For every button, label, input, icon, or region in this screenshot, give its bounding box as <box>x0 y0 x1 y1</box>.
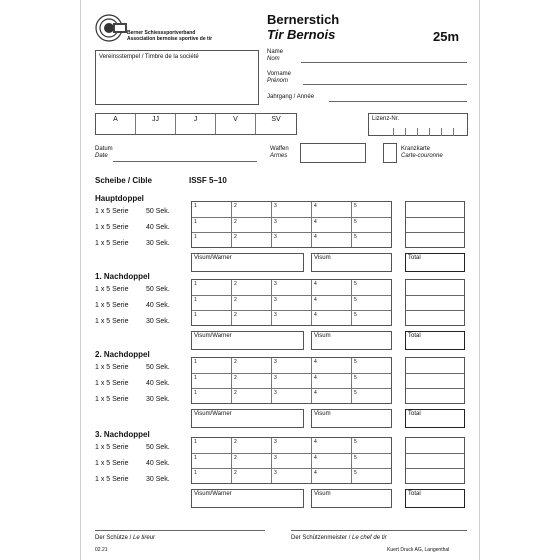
shot-cell[interactable]: 1 <box>192 358 232 374</box>
series-time: 40 Sek. <box>146 224 170 231</box>
club-stamp-label: Vereinsstempel / Timbre de la société <box>99 54 199 60</box>
shot-cell[interactable]: 1 <box>192 280 232 296</box>
kranzkarte-label-fr: Carte-couronne <box>401 153 443 159</box>
shot-cell[interactable]: 4 <box>312 202 352 218</box>
meister-label-fr: Le chef de tir <box>352 535 387 541</box>
visum-box[interactable]: Visum <box>311 253 392 272</box>
license-digit-divider <box>453 128 454 136</box>
shot-cell[interactable]: 5 <box>352 296 391 311</box>
category-a[interactable]: A <box>96 114 136 134</box>
shot-cell[interactable]: 3 <box>272 358 312 374</box>
visum-warner-box[interactable]: Visum/Warner <box>191 331 304 350</box>
license-digit-divider <box>429 128 430 136</box>
shot-cell[interactable]: 5 <box>352 280 391 296</box>
name-label: Name <box>267 49 284 55</box>
target-logo-icon <box>95 14 131 42</box>
total-box[interactable]: Total <box>405 331 465 350</box>
shot-cell[interactable]: 3 <box>272 311 312 325</box>
series-total-divider <box>406 217 464 218</box>
total-box[interactable]: Total <box>405 409 465 428</box>
name-label-fr: Nom <box>267 56 280 62</box>
visum-box[interactable]: Visum <box>311 409 392 428</box>
datum-field-line[interactable] <box>113 161 257 162</box>
license-digit-divider <box>393 128 394 136</box>
section-hauptdoppel <box>81 192 481 272</box>
shot-cell[interactable]: 2 <box>232 469 272 483</box>
shot-cell[interactable]: 4 <box>312 296 352 311</box>
shot-cell[interactable]: 1 <box>192 233 232 247</box>
meister-signature-line[interactable] <box>291 530 467 531</box>
series-time: 30 Sek. <box>146 240 170 247</box>
section-title: 3. Nachdoppel <box>95 430 150 439</box>
total-box[interactable]: Total <box>405 489 465 508</box>
kranzkarte-label: Kranzkarte <box>401 146 431 152</box>
series-time: 50 Sek. <box>146 364 170 371</box>
shot-cell[interactable]: 3 <box>272 469 312 483</box>
shot-cell[interactable]: 2 <box>232 218 272 233</box>
series-label: 1 x 5 Serie <box>95 302 129 309</box>
issf-label: ISSF 5–10 <box>189 176 227 185</box>
distance: 25m <box>433 29 460 44</box>
jahrgang-label: Jahrgang / Année <box>267 94 315 100</box>
shot-cell[interactable]: 4 <box>312 218 352 233</box>
shot-cell[interactable]: 2 <box>232 233 272 247</box>
datum-label-fr: Date <box>95 153 108 159</box>
section-title: 2. Nachdoppel <box>95 350 150 359</box>
logo-line-2: Association bernoise sportive de tir <box>127 36 213 42</box>
license-digit-divider <box>417 128 418 136</box>
series-label: 1 x 5 Serie <box>95 224 129 231</box>
logo <box>95 14 215 44</box>
club-stamp-box[interactable] <box>95 50 259 105</box>
series-total-column[interactable] <box>405 201 465 248</box>
shot-cell[interactable]: 4 <box>312 454 352 469</box>
series-total-divider <box>406 468 464 469</box>
category-jj[interactable]: JJ <box>136 114 176 134</box>
shot-cell[interactable]: 2 <box>232 438 272 454</box>
shot-cell[interactable]: 5 <box>352 374 391 389</box>
series-time: 50 Sek. <box>146 286 170 293</box>
shot-cell[interactable]: 4 <box>312 438 352 454</box>
shot-grid <box>191 437 392 484</box>
shot-cell[interactable]: 3 <box>272 374 312 389</box>
series-label: 1 x 5 Serie <box>95 286 129 293</box>
series-time: 40 Sek. <box>146 460 170 467</box>
series-label: 1 x 5 Serie <box>95 318 129 325</box>
series-time: 50 Sek. <box>146 208 170 215</box>
category-sv[interactable]: SV <box>271 116 281 123</box>
series-label: 1 x 5 Serie <box>95 476 129 483</box>
kranzkarte-checkbox[interactable] <box>383 143 397 163</box>
schuetze-label-fr: Le tireur <box>133 535 156 541</box>
shot-cell[interactable]: 1 <box>192 438 232 454</box>
series-label: 1 x 5 Serie <box>95 364 129 371</box>
visum-box[interactable]: Visum <box>311 489 392 508</box>
shot-cell[interactable]: 5 <box>352 358 391 374</box>
vorname-field-line[interactable] <box>303 84 467 85</box>
series-total-column[interactable] <box>405 279 465 326</box>
section-title: Hauptdoppel <box>95 194 144 203</box>
series-label: 1 x 5 Serie <box>95 240 129 247</box>
waffen-label-fr: Armes <box>270 153 288 159</box>
shot-cell[interactable]: 5 <box>354 390 357 396</box>
series-label: 1 x 5 Serie <box>95 460 129 467</box>
series-label: 1 x 5 Serie <box>95 444 129 451</box>
shot-cell[interactable]: 3 <box>272 218 312 233</box>
schuetze-signature-line[interactable] <box>95 530 265 531</box>
series-total-divider <box>406 232 464 233</box>
shot-cell[interactable]: 2 <box>232 454 272 469</box>
shot-cell[interactable]: 4 <box>312 311 352 325</box>
scheibe-label: Scheibe / Cible <box>95 176 152 185</box>
shot-cell[interactable]: 4 <box>312 374 352 389</box>
license-box[interactable] <box>368 113 468 136</box>
series-total-column[interactable] <box>405 357 465 404</box>
printer-credit: Kuert Druck AG, Langenthal <box>387 547 450 553</box>
license-label: Lizenz-Nr. <box>372 116 400 122</box>
series-time: 30 Sek. <box>146 476 170 483</box>
shot-cell[interactable]: 1 <box>192 218 232 233</box>
license-digit-divider <box>405 128 406 136</box>
shot-cell[interactable]: 3 <box>272 296 312 311</box>
shot-cell[interactable]: 2 <box>232 280 272 296</box>
license-digit-divider <box>441 128 442 136</box>
series-label: 1 x 5 Serie <box>95 208 129 215</box>
visum-warner-box[interactable]: Visum/Warner <box>191 253 304 272</box>
section-nachdoppel-3 <box>81 428 481 508</box>
shot-cell[interactable]: 5 <box>352 454 391 469</box>
series-total-divider <box>406 453 464 454</box>
shot-cell[interactable]: 3 <box>272 202 312 218</box>
shot-cell[interactable]: 1 <box>192 454 232 469</box>
vorname-label: Vorname <box>267 71 292 77</box>
meister-label <box>291 535 387 542</box>
shot-cell[interactable]: 1 <box>192 311 232 325</box>
shot-cell[interactable]: 2 <box>232 296 272 311</box>
category-v[interactable]: V <box>216 114 256 134</box>
shot-cell[interactable]: 1 <box>192 469 232 483</box>
shot-cell[interactable]: 3 <box>272 438 312 454</box>
shot-cell[interactable]: 5 <box>354 234 357 240</box>
shot-cell[interactable]: 1 <box>192 374 232 389</box>
shot-cell[interactable]: 5 <box>352 218 391 233</box>
series-time: 50 Sek. <box>146 444 170 451</box>
shot-cell[interactable]: 4 <box>312 469 352 483</box>
shot-cell[interactable]: 3 <box>272 454 312 469</box>
series-total-divider <box>406 373 464 374</box>
shot-cell[interactable]: 2 <box>232 358 272 374</box>
shot-cell[interactable]: 5 <box>352 202 391 218</box>
shot-cell[interactable]: 5 <box>352 438 391 454</box>
title: Bernerstich <box>267 12 340 27</box>
shot-cell[interactable]: 2 <box>232 389 272 403</box>
waffen-label: Waffen <box>270 146 289 152</box>
shot-cell[interactable]: 3 <box>272 233 312 247</box>
schuetze-label-de: Der Schütze / <box>95 535 134 541</box>
series-total-divider <box>406 310 464 311</box>
datum-label: Datum <box>95 146 113 152</box>
shot-cell[interactable]: 4 <box>312 280 352 296</box>
series-total-divider <box>406 388 464 389</box>
meister-label-de: Der Schützenmeister / <box>291 535 353 541</box>
series-time: 40 Sek. <box>146 302 170 309</box>
category-row <box>95 113 297 135</box>
shot-cell[interactable]: 3 <box>272 280 312 296</box>
shot-grid <box>191 357 392 404</box>
series-total-divider <box>406 295 464 296</box>
form-code: 02.21 <box>95 547 108 553</box>
series-label: 1 x 5 Serie <box>95 396 129 403</box>
shot-cell[interactable]: 5 <box>354 470 357 476</box>
section-nachdoppel-1 <box>81 270 481 350</box>
name-field-line[interactable] <box>301 62 467 63</box>
series-time: 40 Sek. <box>146 380 170 387</box>
shot-grid <box>191 279 392 326</box>
series-total-column[interactable] <box>405 437 465 484</box>
visum-warner-box[interactable]: Visum/Warner <box>191 409 304 428</box>
section-title: 1. Nachdoppel <box>95 272 150 281</box>
shot-cell[interactable]: 4 <box>312 358 352 374</box>
vorname-label-fr: Prénom <box>267 78 289 84</box>
shot-cell[interactable]: 1 <box>192 202 232 218</box>
visum-box[interactable]: Visum <box>311 331 392 350</box>
waffen-box[interactable] <box>300 143 366 163</box>
score-sheet <box>80 0 480 560</box>
shot-cell[interactable]: 2 <box>232 374 272 389</box>
title-fr: Tir Bernois <box>267 27 336 42</box>
shot-cell[interactable]: 5 <box>354 312 357 318</box>
shot-cell[interactable]: 3 <box>272 389 312 403</box>
visum-warner-box[interactable]: Visum/Warner <box>191 489 304 508</box>
series-label: 1 x 5 Serie <box>95 380 129 387</box>
shot-cell[interactable]: 4 <box>312 389 352 403</box>
shot-cell[interactable]: 2 <box>232 202 272 218</box>
shot-grid <box>191 201 392 248</box>
series-time: 30 Sek. <box>146 318 170 325</box>
shot-cell[interactable]: 1 <box>192 296 232 311</box>
total-box[interactable]: Total <box>405 253 465 272</box>
category-j[interactable]: J <box>176 114 216 134</box>
schuetze-label <box>95 535 155 542</box>
logo-line-1: Berner Schiesssportverband <box>127 30 196 36</box>
jahrgang-field-line[interactable] <box>329 101 467 102</box>
shot-cell[interactable]: 2 <box>232 311 272 325</box>
shot-cell[interactable]: 1 <box>192 389 232 403</box>
section-nachdoppel-2 <box>81 348 481 428</box>
series-time: 30 Sek. <box>146 396 170 403</box>
shot-cell[interactable]: 4 <box>312 233 352 247</box>
